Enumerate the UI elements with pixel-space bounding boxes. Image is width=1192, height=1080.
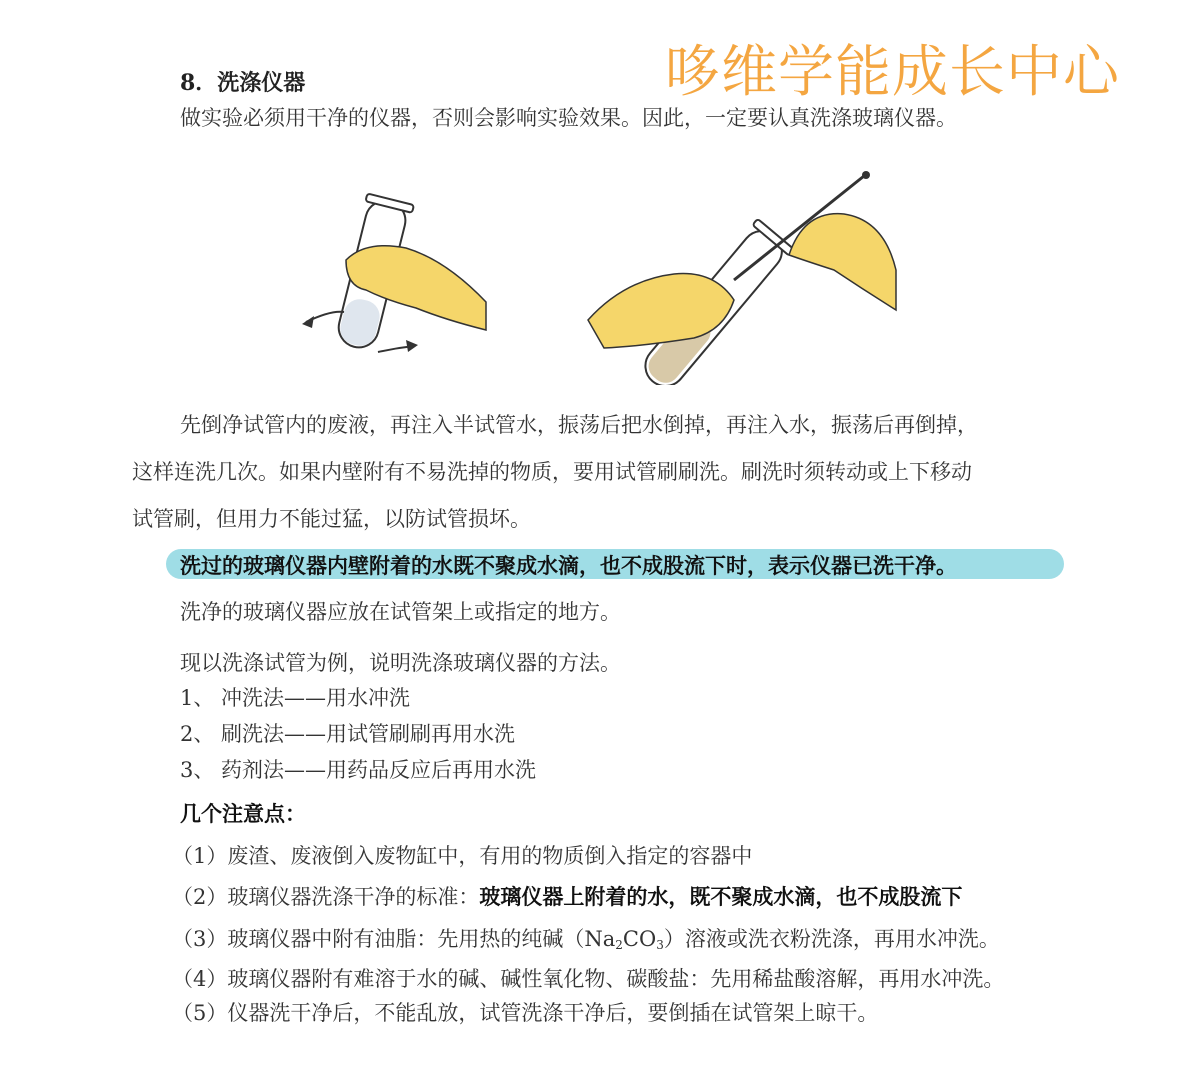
method-item-3: 3、 药剂法——用药品反应后再用水洗: [180, 758, 537, 782]
watermark-text: 哆维学能成长中心: [664, 40, 1120, 105]
note-3-suffix: ）溶液或洗衣粉洗涤，再用水冲洗。: [663, 927, 1000, 951]
shaking-test-tube-illustration: [296, 190, 496, 380]
intro-text: 做实验必须用干净的仪器，否则会影响实验效果。因此，一定要认真洗涤玻璃仪器。: [180, 106, 957, 130]
note-2-label: （2）玻璃仪器洗涤干净的标准：: [172, 885, 480, 909]
note-3-subscript-1: 2: [615, 938, 623, 952]
method-item-1: 1、 冲洗法——用水冲洗: [180, 686, 411, 710]
method-intro-text: 现以洗涤试管为例，说明洗涤玻璃仪器的方法。: [180, 651, 621, 675]
paragraph-line-2: 这样连洗几次。如果内壁附有不易洗掉的物质，要用试管刷刷洗。刷洗时须转动或上下移动: [132, 460, 972, 484]
notes-heading: 几个注意点：: [180, 801, 306, 826]
note-3-subscript-2: 3: [656, 938, 664, 952]
brushing-test-tube-illustration: [584, 170, 904, 385]
note-4: （4）玻璃仪器附有难溶于水的碱、碱性氧化物、碳酸盐：先用稀盐酸溶解，再用水冲洗。: [172, 967, 1005, 991]
paragraph-line-3: 试管刷，但用力不能过猛，以防试管损坏。: [132, 507, 531, 531]
highlight-text: 洗过的玻璃仪器内壁附着的水既不聚成水滴，也不成股流下时，表示仪器已洗干净。: [180, 553, 957, 578]
paragraph-line-1: 先倒净试管内的废液，再注入半试管水，振荡后把水倒掉，再注入水，振荡后再倒掉，: [180, 413, 978, 437]
note-1: （1）废渣、废液倒入废物缸中，有用的物质倒入指定的容器中: [172, 844, 753, 868]
method-item-2: 2、 刷洗法——用试管刷刷再用水洗: [180, 722, 516, 746]
note-3: [172, 923, 1000, 953]
storage-text: 洗净的玻璃仪器应放在试管架上或指定的地方。: [180, 600, 621, 624]
note-3-formula-mid: CO: [622, 927, 657, 951]
note-3-prefix: （3）玻璃仪器中附有油脂：先用热的纯碱（Na: [172, 927, 616, 951]
note-2-emphasis: 玻璃仪器上附着的水，既不聚成水滴，也不成股流下: [479, 884, 963, 909]
note-2: [172, 881, 962, 911]
section-title: 8．洗涤仪器: [180, 70, 306, 96]
note-5: （5）仪器洗干净后，不能乱放，试管洗涤干净后，要倒插在试管架上晾干。: [172, 1001, 879, 1025]
